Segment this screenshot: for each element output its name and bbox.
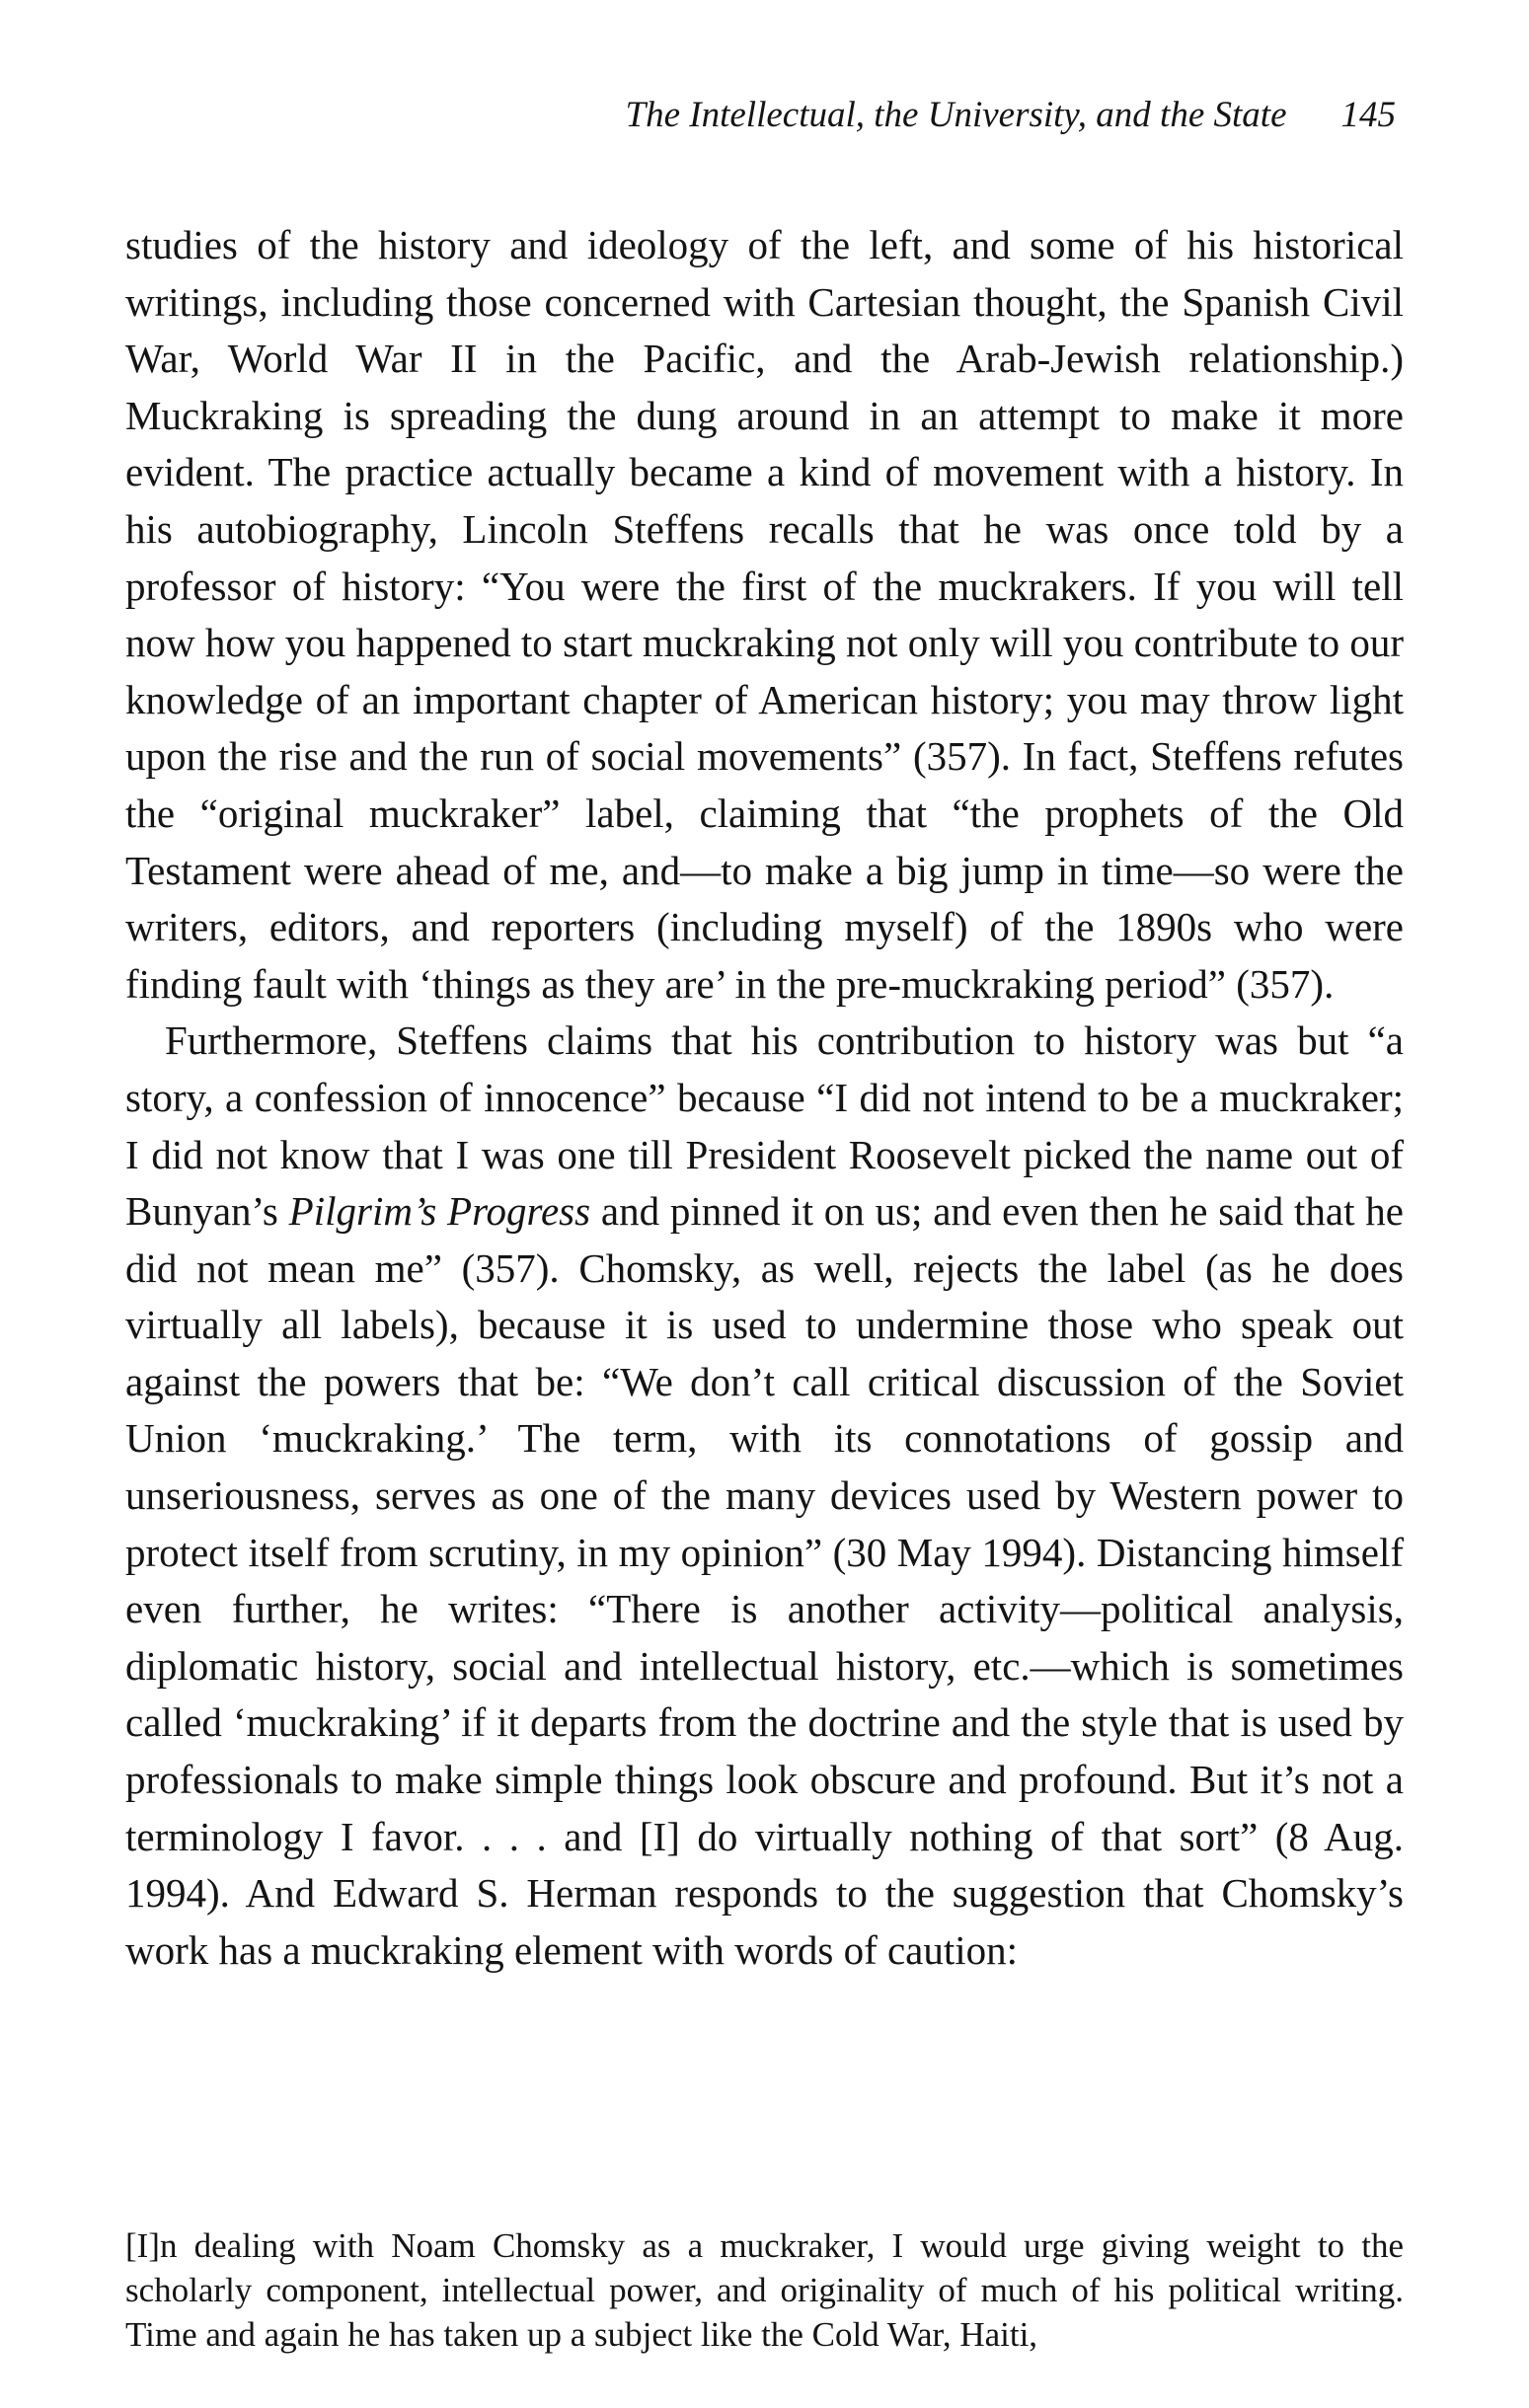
paragraph-text: and pinned it on us; and even then he said that he did not mean me” (357). Chomsky, as well, rejects the label (as he does virtually all labels), because it is used to undermine those who speak out against the powers that be: “We don’t call critical discussion of the Soviet Union ‘muckraking.’ The term, with its connotations of gossip and unseriousness, serves as one of the many devices used by Western power to protect itself from scrutiny, in my opinion” (30 May 1994). Distancing himself even further, he writes: “There is another activity—political analysis, diplomatic history, social and intellectual history, etc.—which is sometimes called ‘muckraking’ if it departs from the doctrine and the style that is used by professionals to make simple things look obscure and profound. But it’s not a terminology I favor. . . . and [I] do virtually nothing of that sort” (8 Aug. 1994). And Edward S. Herman responds to the suggestion that Chomsky’s work has a muckraking element with words of caution: [125,1188,1404,1973]
block-quote [125,2223,1404,2357]
block-quote-text: [I]n dealing with Noam Chomsky as a muckraker, I would urge giving weight to the scholarly component, intellectual power, and originality of much of his political writing. Time and again he has taken up a subject like the Cold War, Haiti, [125,2226,1404,2354]
running-head [626,97,1396,133]
paragraph-continued: studies of the history and ideology of the left, and some of his historical writings, including those concerned with Cartesian thought, the Spanish Civil War, World War II in the Pacific, and the Arab-Jewish relationship.) Muckraking is spreading the dung around in an attempt to make it more evident. The practice actually became a kind of movement with a history. In his autobiography, Lincoln Steffens recalls that he was once told by a professor of history: “You were the first of the muckrakers. If you will tell now how you happened to start muckraking not only will you contribute to our knowledge of an important chapter of American history; you may throw light upon the rise and the run of social movements” (357). In fact, Steffens refutes the “original muckraker” label, claiming that “the prophets of the Old Testament were ahead of me, and—to make a big jump in time—so were the writers, editors, and reporters (including myself) of the 1890s who were finding fault with ‘things as they are’ in the pre-muckraking period” (357). [125,222,1404,1007]
book-title: Pilgrim’s Progress [288,1188,591,1235]
paragraph [125,1013,1404,1979]
paragraph-text: Furthermore, Steffens claims that his contribution to history was but “a story, a confession of innocence” because “I did not intend to be a muckraker; I did not know that I was one till President Roosevelt picked the name out of Bunyan’s [125,1017,1404,1235]
body-text [125,217,1404,1979]
running-title: The Intellectual, the University, and the State [625,95,1287,135]
page-number: 145 [1340,95,1396,135]
